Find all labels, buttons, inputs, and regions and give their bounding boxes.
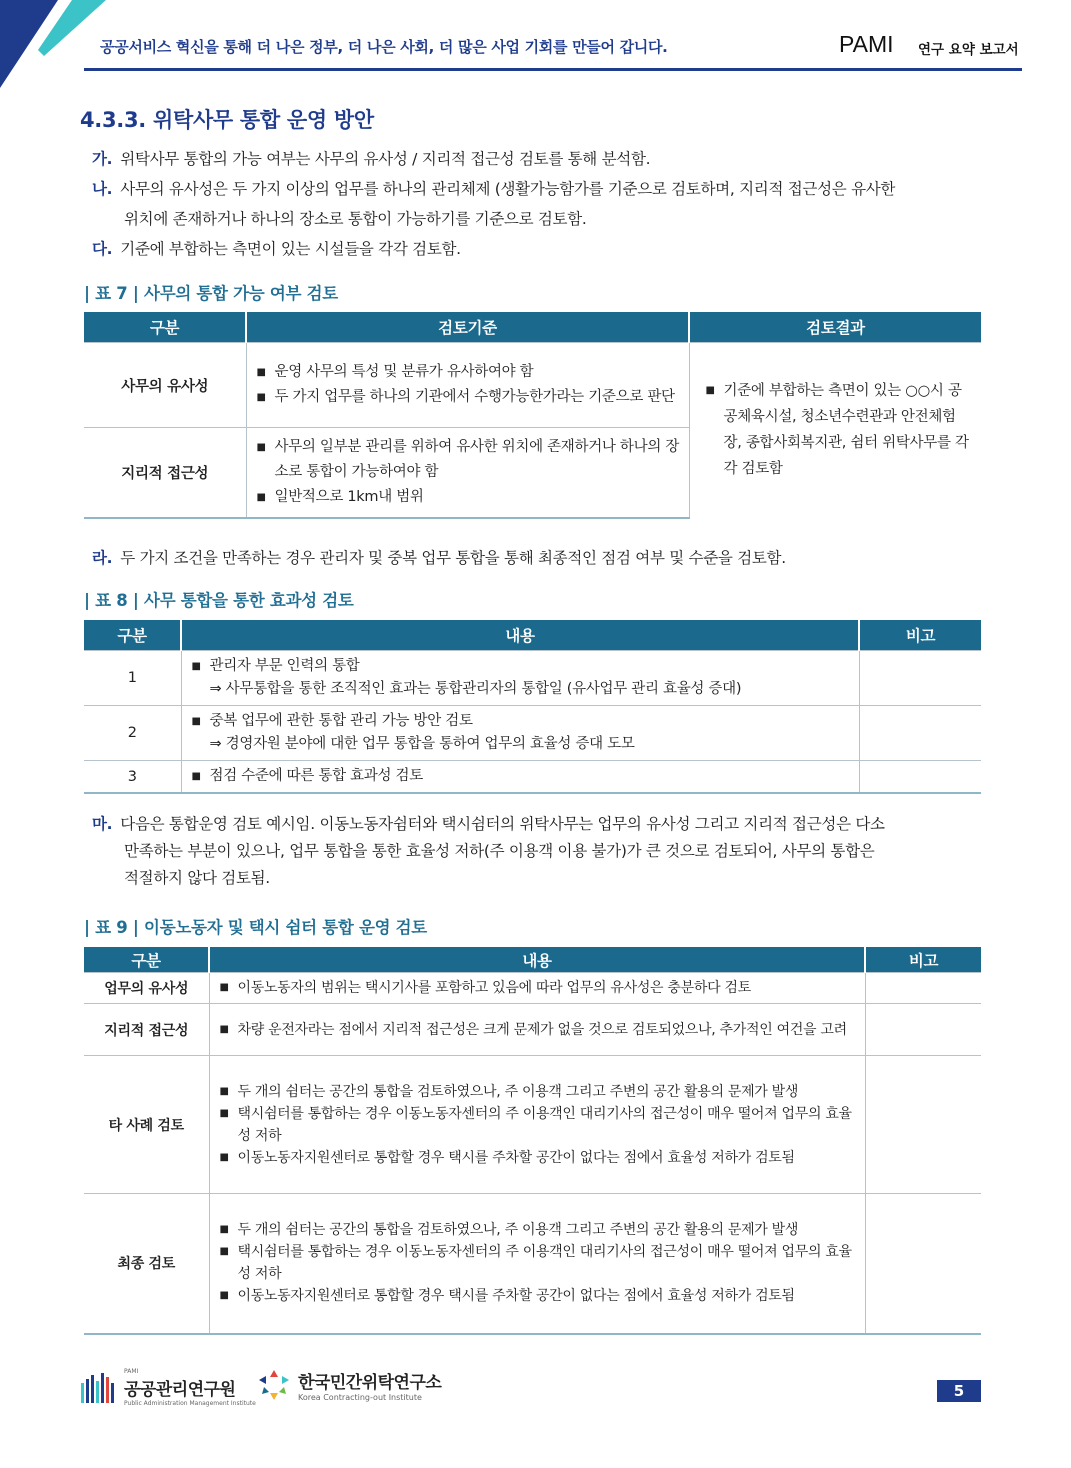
section-title: 4.3.3. 위탁사무 통합 운영 방안	[80, 108, 374, 132]
list-item: ■ 차량 운전자라는 점에서 지리적 접근성은 크게 문제가 없을 것으로 검토되었으나, 추가적인 여건을 고려	[218, 1019, 857, 1041]
kcoi-logo-name: 한국민간위탁연구소	[298, 1373, 442, 1393]
table-row	[84, 761, 981, 794]
corner-decoration	[0, 0, 115, 92]
list-item: ■ 이동노동자지원센터로 통합할 경우 택시를 주차할 공간이 없다는 점에서 효율성 저하가 검토됨	[218, 1147, 857, 1169]
table7-criteria	[246, 343, 689, 428]
table9-note	[865, 1056, 981, 1194]
table-row	[84, 973, 981, 1004]
list-item: ■ 일반적으로 1km내 범위	[255, 485, 681, 510]
table8-detail: ⇒ 경영자원 분야에 대한 업무 통합을 통하여 업무의 효율성 증대 도모	[209, 736, 635, 752]
intro-item-ga: 가. 위탁사무 통합의 가능 여부는 사무의 유사성 / 지리적 접근성 검토를 통해 분석함.	[92, 150, 651, 168]
table9-content	[209, 973, 865, 1004]
table8-content	[181, 651, 859, 706]
table9-caption: | 표 9 | 이동노동자 및 택시 쉼터 통합 운영 검토	[84, 918, 427, 937]
table7-header: 구분	[84, 312, 246, 343]
list-item: ■ 택시쉼터를 통합하는 경우 이동노동자센터의 주 이용객인 대리기사의 접근성이 매우 떨어져 업무의 효율성 저하	[218, 1103, 857, 1147]
table8-note	[859, 651, 981, 706]
kcoi-logo	[256, 1368, 441, 1402]
table8-header: 비고	[859, 620, 981, 651]
list-item: ■ 두 개의 쉼터는 공간의 통합을 검토하였으나, 주 이용객 그리고 주변의 공간 활용의 문제가 발생	[218, 1219, 857, 1241]
table8-num: 3	[84, 761, 181, 794]
table7-caption: | 표 7 | 사무의 통합 가능 여부 검토	[84, 284, 338, 303]
table8-note	[859, 761, 981, 794]
table7-cat: 지리적 접근성	[84, 428, 246, 518]
table7-cat: 사무의 유사성	[84, 343, 246, 428]
table9-header: 비고	[865, 947, 981, 973]
table8-num: 2	[84, 706, 181, 761]
list-item: ■ 이동노동자의 범위는 택시기사를 포함하고 있음에 따라 업무의 유사성은 충분하다 검토	[218, 977, 857, 999]
intro-paragraphs	[92, 144, 992, 264]
list-item: ■ 택시쉼터를 통합하는 경우 이동노동자센터의 주 이용객인 대리기사의 접근성이 매우 떨어져 업무의 효율성 저하	[218, 1241, 857, 1285]
table-row	[84, 1004, 981, 1056]
pami-logo-name: 공공관리연구원	[124, 1380, 236, 1400]
header-slogan: 공공서비스 혁신을 통해 더 나은 정부, 더 나은 사회, 더 많은 사업 기회를 만들어 갑니다.	[100, 38, 668, 56]
table9-content	[209, 1056, 865, 1194]
list-item: ■ 기준에 부합하는 측면이 있는 ○○시 공공체육시설, 청소년수련관과 안전체험장, 종합사회복지관, 쉼터 위탁사무를 각각 검토함	[704, 378, 970, 482]
list-item: ■ 관리자 부문 인력의 통합	[190, 655, 851, 678]
intro-item-da: 다. 기준에 부합하는 측면이 있는 시설들을 각각 검토함.	[92, 240, 461, 258]
table-row	[84, 706, 981, 761]
paragraph-ra: 라. 두 가지 조건을 만족하는 경우 관리자 및 중복 업무 통합을 통해 최종적인 점검 여부 및 수준을 검토함.	[92, 549, 786, 567]
table9-header: 내용	[209, 947, 865, 973]
table9	[84, 947, 981, 1335]
table8-caption: | 표 8 | 사무 통합을 통한 효과성 검토	[84, 591, 354, 610]
table-row	[84, 1194, 981, 1334]
pami-logo-small: PAMI	[124, 1368, 139, 1375]
table8-content	[181, 706, 859, 761]
kcoi-logo-en: Korea Contracting-out Institute	[298, 1393, 422, 1402]
table7-header: 검토결과	[689, 312, 981, 343]
table7-header: 검토기준	[246, 312, 689, 343]
paragraph-ma: 마. 다음은 통합운영 검토 예시임. 이동노동자쉼터와 택시쉼터의 위탁사무는 업무의 유사성 그리고 지리적 접근성은 다소 만족하는 부분이 있으나, 업무 통합을 통한 효율성 저하(주 이용객 이용 불가)가 큰 것으로 검토되어, 사무의 통합은 적절하지 않다 검토됨.	[92, 815, 885, 887]
table8-content	[181, 761, 859, 794]
table9-note	[865, 1194, 981, 1334]
table8-note	[859, 706, 981, 761]
list-item: ■ 이동노동자지원센터로 통합할 경우 택시를 주차할 공간이 없다는 점에서 효율성 저하가 검토됨	[218, 1285, 857, 1307]
table8-detail: ⇒ 사무통합을 통한 조직적인 효과는 통합관리자의 통합일 (유사업무 관리 효율성 증대)	[209, 681, 742, 697]
pami-logo-en: Public Administration Management Institute	[124, 1400, 256, 1407]
table9-cat: 업무의 유사성	[84, 973, 209, 1004]
list-item: ■ 점검 수준에 따른 통합 효과성 검토	[190, 765, 851, 788]
header-brand: PAMI	[839, 31, 894, 57]
table7-criteria	[246, 428, 689, 518]
pami-logo	[80, 1368, 256, 1407]
table9-cat: 최종 검토	[84, 1194, 209, 1334]
table9-content	[209, 1004, 865, 1056]
table8-header: 내용	[181, 620, 859, 651]
list-item: ■ 운영 사무의 특성 및 분류가 유사하여야 함	[255, 360, 681, 385]
list-item: ■ 두 개의 쉼터는 공간의 통합을 검토하였으나, 주 이용객 그리고 주변의 공간 활용의 문제가 발생	[218, 1081, 857, 1103]
table9-header: 구분	[84, 947, 209, 973]
list-item: ■ 중복 업무에 관한 통합 관리 가능 방안 검토	[190, 710, 851, 733]
pami-logo-icon	[80, 1371, 118, 1405]
list-item: ■ 사무의 일부분 관리를 위하여 유사한 위치에 존재하거나 하나의 장소로 통합이 가능하여야 함	[255, 435, 681, 485]
table8-header: 구분	[84, 620, 181, 651]
table7	[84, 312, 981, 519]
header-rule	[84, 68, 1022, 71]
header-doc-type: 연구 요약 보고서	[918, 42, 1019, 58]
list-item: ■ 두 가지 업무를 하나의 기관에서 수행가능한가라는 기준으로 판단	[255, 385, 681, 410]
table9-content	[209, 1194, 865, 1334]
table9-cat: 지리적 접근성	[84, 1004, 209, 1056]
table9-note	[865, 1004, 981, 1056]
table7-result	[689, 343, 981, 518]
table8-num: 1	[84, 651, 181, 706]
page-number: 5	[937, 1380, 981, 1402]
table9-note	[865, 973, 981, 1004]
table-row	[84, 651, 981, 706]
table-row	[84, 1056, 981, 1194]
table8	[84, 620, 981, 794]
intro-item-na: 나. 사무의 유사성은 두 가지 이상의 업무를 하나의 관리체제 (생활가능함가를 기준으로 검토하며, 지리적 접근성은 유사한 위치에 존재하거나 하나의 장소로 통합이 가능하기를 기준으로 검토함.	[92, 180, 896, 228]
kcoi-logo-icon	[256, 1368, 292, 1402]
table9-cat: 타 사례 검토	[84, 1056, 209, 1194]
